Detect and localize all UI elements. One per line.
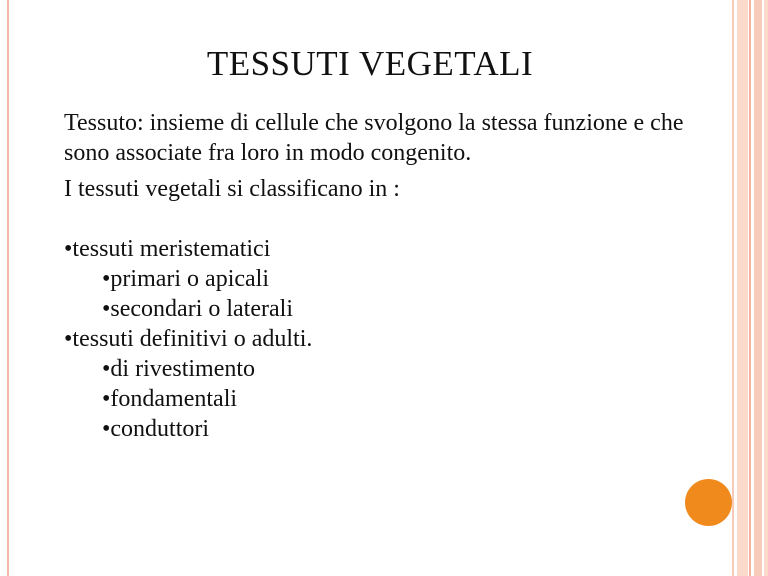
definition-text: Tessuto: insieme di cellule che svolgono la stessa funzione e che sono associate fra loro in modo congenito. (64, 110, 684, 166)
stripe (749, 0, 751, 576)
list-item: •fondamentali (102, 386, 238, 412)
stripe (737, 0, 748, 576)
slide-title: TESSUTI VEGETALI (206, 44, 534, 83)
list-item: •conduttori (102, 416, 210, 442)
group-label-definitive: •tessuti definitivi o adulti. (64, 326, 313, 352)
sublist (64, 354, 704, 444)
list-item (64, 324, 704, 444)
list-item (64, 234, 704, 324)
stripe (754, 0, 762, 576)
slide-content (64, 108, 704, 444)
stripe (764, 0, 768, 576)
decorative-circle (685, 479, 732, 526)
intro-text: I tessuti vegetali si classificano in : (64, 176, 400, 202)
sublist (64, 264, 704, 324)
group-label-meristematic: •tessuti meristematici (64, 236, 271, 262)
left-border-line (7, 0, 9, 576)
list-item: •primari o apicali (102, 266, 270, 292)
list-item: •secondari o laterali (102, 296, 293, 322)
classification-list (64, 234, 704, 444)
decorative-stripes (732, 0, 768, 576)
stripe (732, 0, 734, 576)
list-item: •di rivestimento (102, 356, 256, 382)
